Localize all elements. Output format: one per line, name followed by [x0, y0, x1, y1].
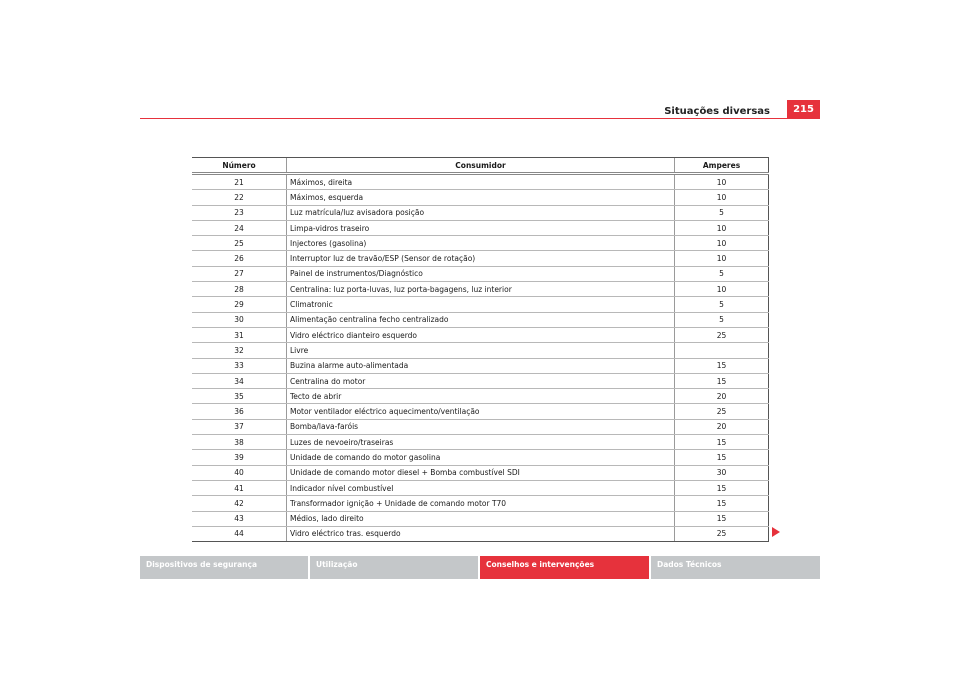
table-row	[192, 389, 769, 404]
amperes-cell: 10	[675, 220, 769, 235]
consumer-cell: Vidro eléctrico tras. esquerdo	[287, 526, 675, 541]
footer-tab-label: Utilização	[316, 560, 358, 569]
consumer-cell: Unidade de comando motor diesel + Bomba combustível SDI	[287, 465, 675, 480]
amperes-cell: 10	[675, 190, 769, 205]
footer-tab-usage[interactable]	[310, 556, 478, 579]
table-row	[192, 312, 769, 327]
fuse-number-cell: 40	[192, 465, 287, 480]
consumer-cell: Centralina: luz porta-luvas, luz porta-bagagens, luz interior	[287, 282, 675, 297]
amperes-cell: 15	[675, 450, 769, 465]
fuse-number-cell: 32	[192, 343, 287, 358]
amperes-cell: 30	[675, 465, 769, 480]
table-row	[192, 251, 769, 266]
amperes-cell	[675, 343, 769, 358]
table-row	[192, 327, 769, 342]
fuse-number-cell: 28	[192, 282, 287, 297]
table-row	[192, 404, 769, 419]
fuse-number-cell: 23	[192, 205, 287, 220]
table-row	[192, 511, 769, 526]
header-divider	[140, 118, 820, 119]
amperes-cell: 25	[675, 526, 769, 541]
column-header-consumer: Consumidor	[287, 158, 675, 174]
amperes-cell: 10	[675, 174, 769, 190]
fuse-number-cell: 38	[192, 435, 287, 450]
consumer-cell: Luzes de nevoeiro/traseiras	[287, 435, 675, 450]
table-row	[192, 465, 769, 480]
consumer-cell: Transformador ignição + Unidade de comando motor T70	[287, 496, 675, 511]
consumer-cell: Limpa-vidros traseiro	[287, 220, 675, 235]
fuse-number-cell: 34	[192, 373, 287, 388]
fuse-number-cell: 41	[192, 480, 287, 495]
consumer-cell: Injectores (gasolina)	[287, 236, 675, 251]
table-row	[192, 435, 769, 450]
consumer-cell: Máximos, esquerda	[287, 190, 675, 205]
consumer-cell: Unidade de comando do motor gasolina	[287, 450, 675, 465]
fuse-number-cell: 29	[192, 297, 287, 312]
amperes-cell: 10	[675, 282, 769, 297]
consumer-cell: Tecto de abrir	[287, 389, 675, 404]
footer-tab-label: Dispositivos de segurança	[146, 560, 258, 569]
table-row	[192, 297, 769, 312]
consumer-cell: Bomba/lava-faróis	[287, 419, 675, 434]
amperes-cell: 15	[675, 373, 769, 388]
consumer-cell: Climatronic	[287, 297, 675, 312]
amperes-cell: 10	[675, 251, 769, 266]
fuse-table	[192, 157, 769, 542]
table-row	[192, 419, 769, 434]
consumer-cell: Médios, lado direito	[287, 511, 675, 526]
fuse-table-body	[192, 174, 769, 542]
table-row	[192, 358, 769, 373]
consumer-cell: Indicador nível combustível	[287, 480, 675, 495]
amperes-cell: 15	[675, 435, 769, 450]
column-header-amperes: Amperes	[675, 158, 769, 174]
footer-tab-label: Conselhos e intervenções	[486, 560, 595, 569]
amperes-cell: 5	[675, 205, 769, 220]
fuse-number-cell: 27	[192, 266, 287, 281]
amperes-cell: 5	[675, 297, 769, 312]
fuse-number-cell: 22	[192, 190, 287, 205]
fuse-number-cell: 26	[192, 251, 287, 266]
consumer-cell: Máximos, direita	[287, 174, 675, 190]
amperes-cell: 15	[675, 511, 769, 526]
table-row	[192, 496, 769, 511]
amperes-cell: 15	[675, 496, 769, 511]
table-row	[192, 343, 769, 358]
table-row	[192, 266, 769, 281]
consumer-cell: Livre	[287, 343, 675, 358]
table-row	[192, 236, 769, 251]
page-title: Situações diversas	[664, 106, 770, 117]
amperes-cell: 15	[675, 358, 769, 373]
table-row	[192, 220, 769, 235]
fuse-number-cell: 42	[192, 496, 287, 511]
fuse-number-cell: 35	[192, 389, 287, 404]
table-row	[192, 205, 769, 220]
triangle-right-icon[interactable]	[772, 527, 780, 537]
consumer-cell: Interruptor luz de travão/ESP (Sensor de rotação)	[287, 251, 675, 266]
fuse-number-cell: 44	[192, 526, 287, 541]
fuse-number-cell: 43	[192, 511, 287, 526]
consumer-cell: Motor ventilador eléctrico aquecimento/ventilação	[287, 404, 675, 419]
amperes-cell: 5	[675, 266, 769, 281]
fuse-number-cell: 31	[192, 327, 287, 342]
consumer-cell: Painel de instrumentos/Diagnóstico	[287, 266, 675, 281]
footer-tab-safety[interactable]	[140, 556, 308, 579]
table-row	[192, 282, 769, 297]
footer-tab-label: Dados Técnicos	[657, 560, 722, 569]
fuse-number-cell: 39	[192, 450, 287, 465]
column-header-number: Número	[192, 158, 287, 174]
amperes-cell: 5	[675, 312, 769, 327]
amperes-cell: 25	[675, 404, 769, 419]
table-row	[192, 450, 769, 465]
fuse-number-cell: 36	[192, 404, 287, 419]
footer-tab-advice[interactable]	[480, 556, 649, 579]
amperes-cell: 25	[675, 327, 769, 342]
table-row	[192, 190, 769, 205]
consumer-cell: Luz matrícula/luz avisadora posição	[287, 205, 675, 220]
footer-tab-technical-data[interactable]	[651, 556, 820, 579]
consumer-cell: Buzina alarme auto-alimentada	[287, 358, 675, 373]
table-row	[192, 480, 769, 495]
consumer-cell: Vidro eléctrico dianteiro esquerdo	[287, 327, 675, 342]
table-row	[192, 526, 769, 541]
fuse-number-cell: 25	[192, 236, 287, 251]
page-number-badge: 215	[787, 100, 820, 118]
amperes-cell: 20	[675, 389, 769, 404]
table-row	[192, 373, 769, 388]
amperes-cell: 10	[675, 236, 769, 251]
amperes-cell: 15	[675, 480, 769, 495]
fuse-number-cell: 24	[192, 220, 287, 235]
table-header-row	[192, 158, 769, 174]
consumer-cell: Centralina do motor	[287, 373, 675, 388]
fuse-number-cell: 37	[192, 419, 287, 434]
consumer-cell: Alimentação centralina fecho centralizado	[287, 312, 675, 327]
amperes-cell: 20	[675, 419, 769, 434]
fuse-number-cell: 33	[192, 358, 287, 373]
fuse-number-cell: 21	[192, 174, 287, 190]
table-row	[192, 174, 769, 190]
fuse-number-cell: 30	[192, 312, 287, 327]
